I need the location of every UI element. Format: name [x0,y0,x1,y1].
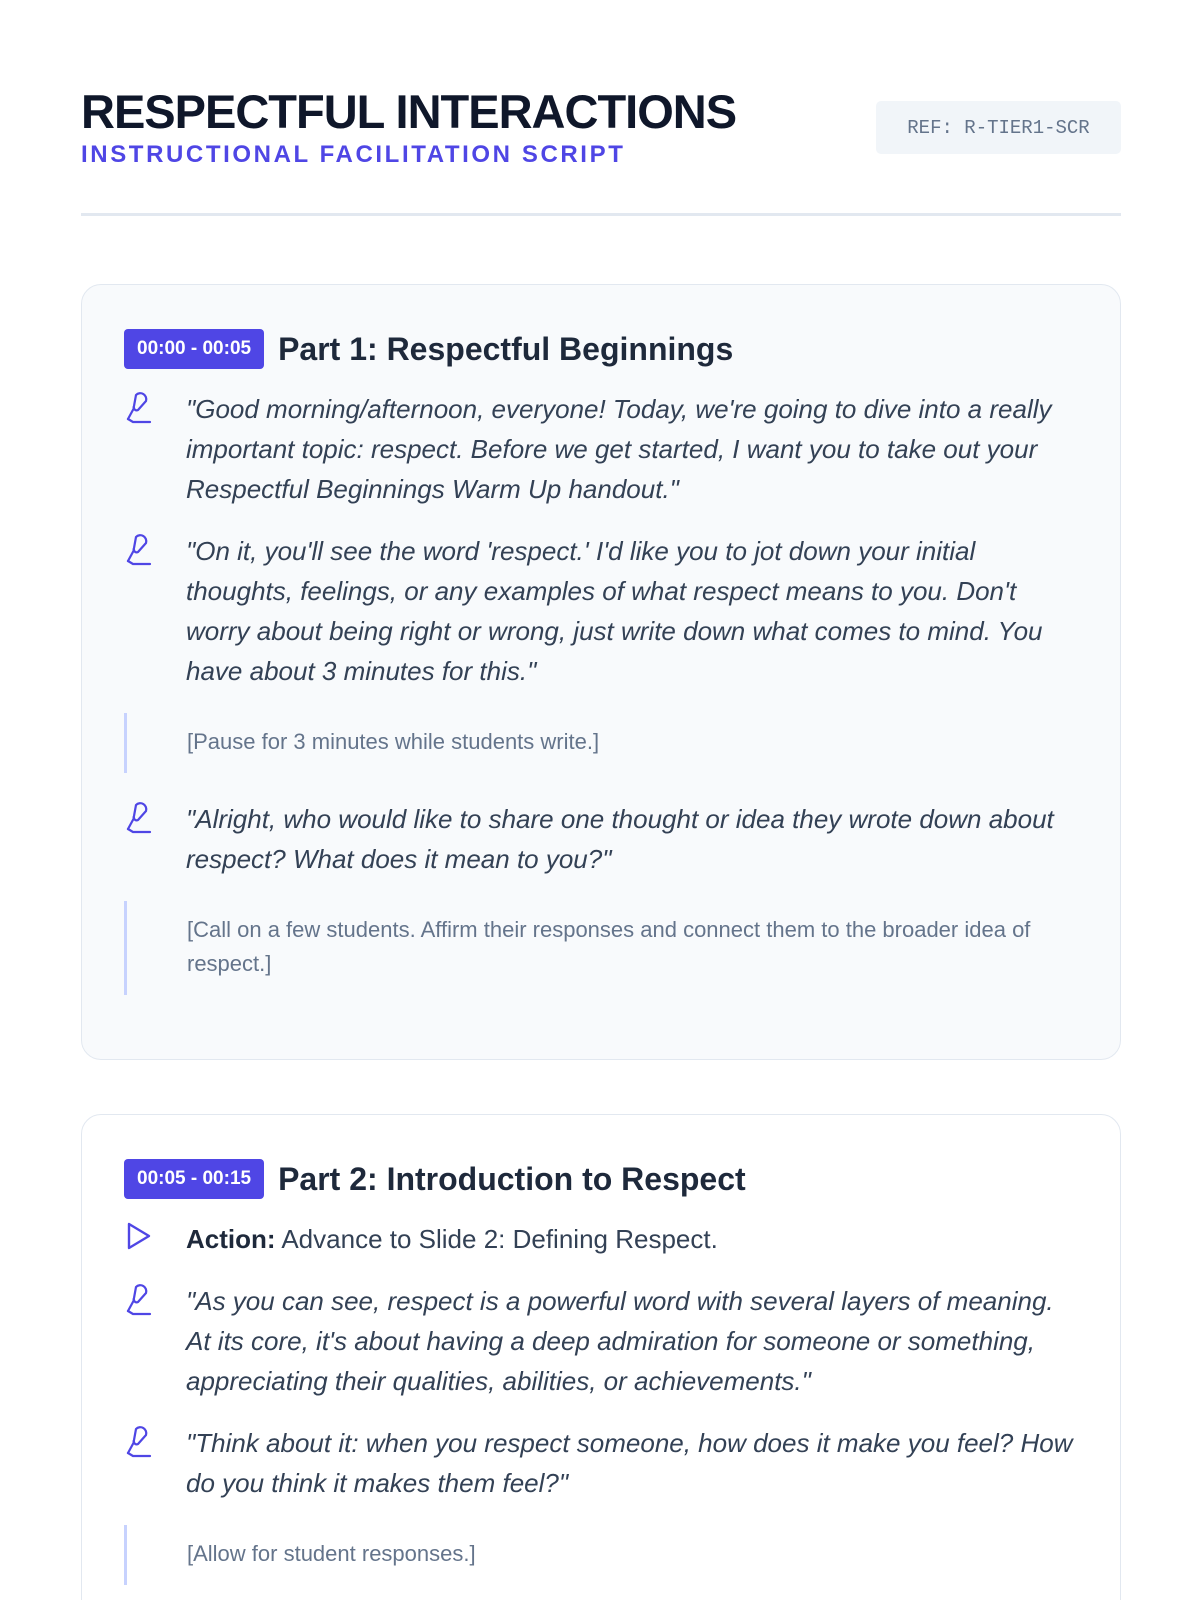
part-title: Part 2: Introduction to Respect [278,1160,746,1197]
play-icon [124,1219,186,1251]
speech-text: "Think about it: when you respect someone, how does it make you feel? How do you think it makes them feel?" [186,1428,1073,1498]
script-line [124,1423,1078,1503]
script-line [124,799,1078,879]
page-title: RESPECTFUL INTERACTIONS [81,85,737,138]
microphone-icon [124,799,186,835]
action-label: Action: [186,1224,276,1254]
action-description: Advance to Slide 2: Defining Respect. [281,1224,718,1254]
microphone-icon [124,389,186,425]
script-line [124,389,1078,509]
speech-text: "Alright, who would like to share one thought or idea they wrote down about respect? What does it mean to you?" [186,804,1054,874]
microphone-icon [124,1281,186,1317]
part-title: Part 1: Respectful Beginnings [278,330,734,367]
part-card-1 [81,284,1121,1060]
action-text [186,1219,1078,1259]
facilitator-note: [Allow for student responses.] [124,1525,1078,1585]
action-line [124,1219,1078,1259]
time-badge: 00:05 - 00:15 [124,1159,264,1199]
part-header [124,329,1078,369]
part-card-2 [81,1114,1121,1600]
reference-badge: REF: R-TIER1-SCR [876,101,1121,154]
part-header [124,1159,1078,1199]
speech-text: "On it, you'll see the word 'respect.' I'd like you to jot down your initial thoughts, feelings, or any examples of what respect means to you. Don't worry about being right or wrong, just write down what comes to mind. You have about 3 minutes for this." [186,536,1043,686]
script-line [124,531,1078,691]
header-divider [81,213,1121,216]
microphone-icon [124,1423,186,1459]
facilitator-note: [Pause for 3 minutes while students write.] [124,713,1078,773]
speech-text: "Good morning/afternoon, everyone! Today, we're going to dive into a really important topic: respect. Before we get started, I want you to take out your Respectful Beginnings Warm Up handout." [186,394,1052,504]
microphone-icon [124,531,186,567]
speech-text: "As you can see, respect is a powerful word with several layers of meaning. At its core, it's about having a deep admiration for someone or something, appreciating their qualities, abilities, or achievements." [186,1286,1054,1396]
script-line [124,1281,1078,1401]
time-badge: 00:00 - 00:05 [124,329,264,369]
page-subtitle: INSTRUCTIONAL FACILITATION SCRIPT [81,141,626,168]
document-header [81,84,1121,174]
facilitator-note: [Call on a few students. Affirm their responses and connect them to the broader idea of respect.] [124,901,1078,995]
